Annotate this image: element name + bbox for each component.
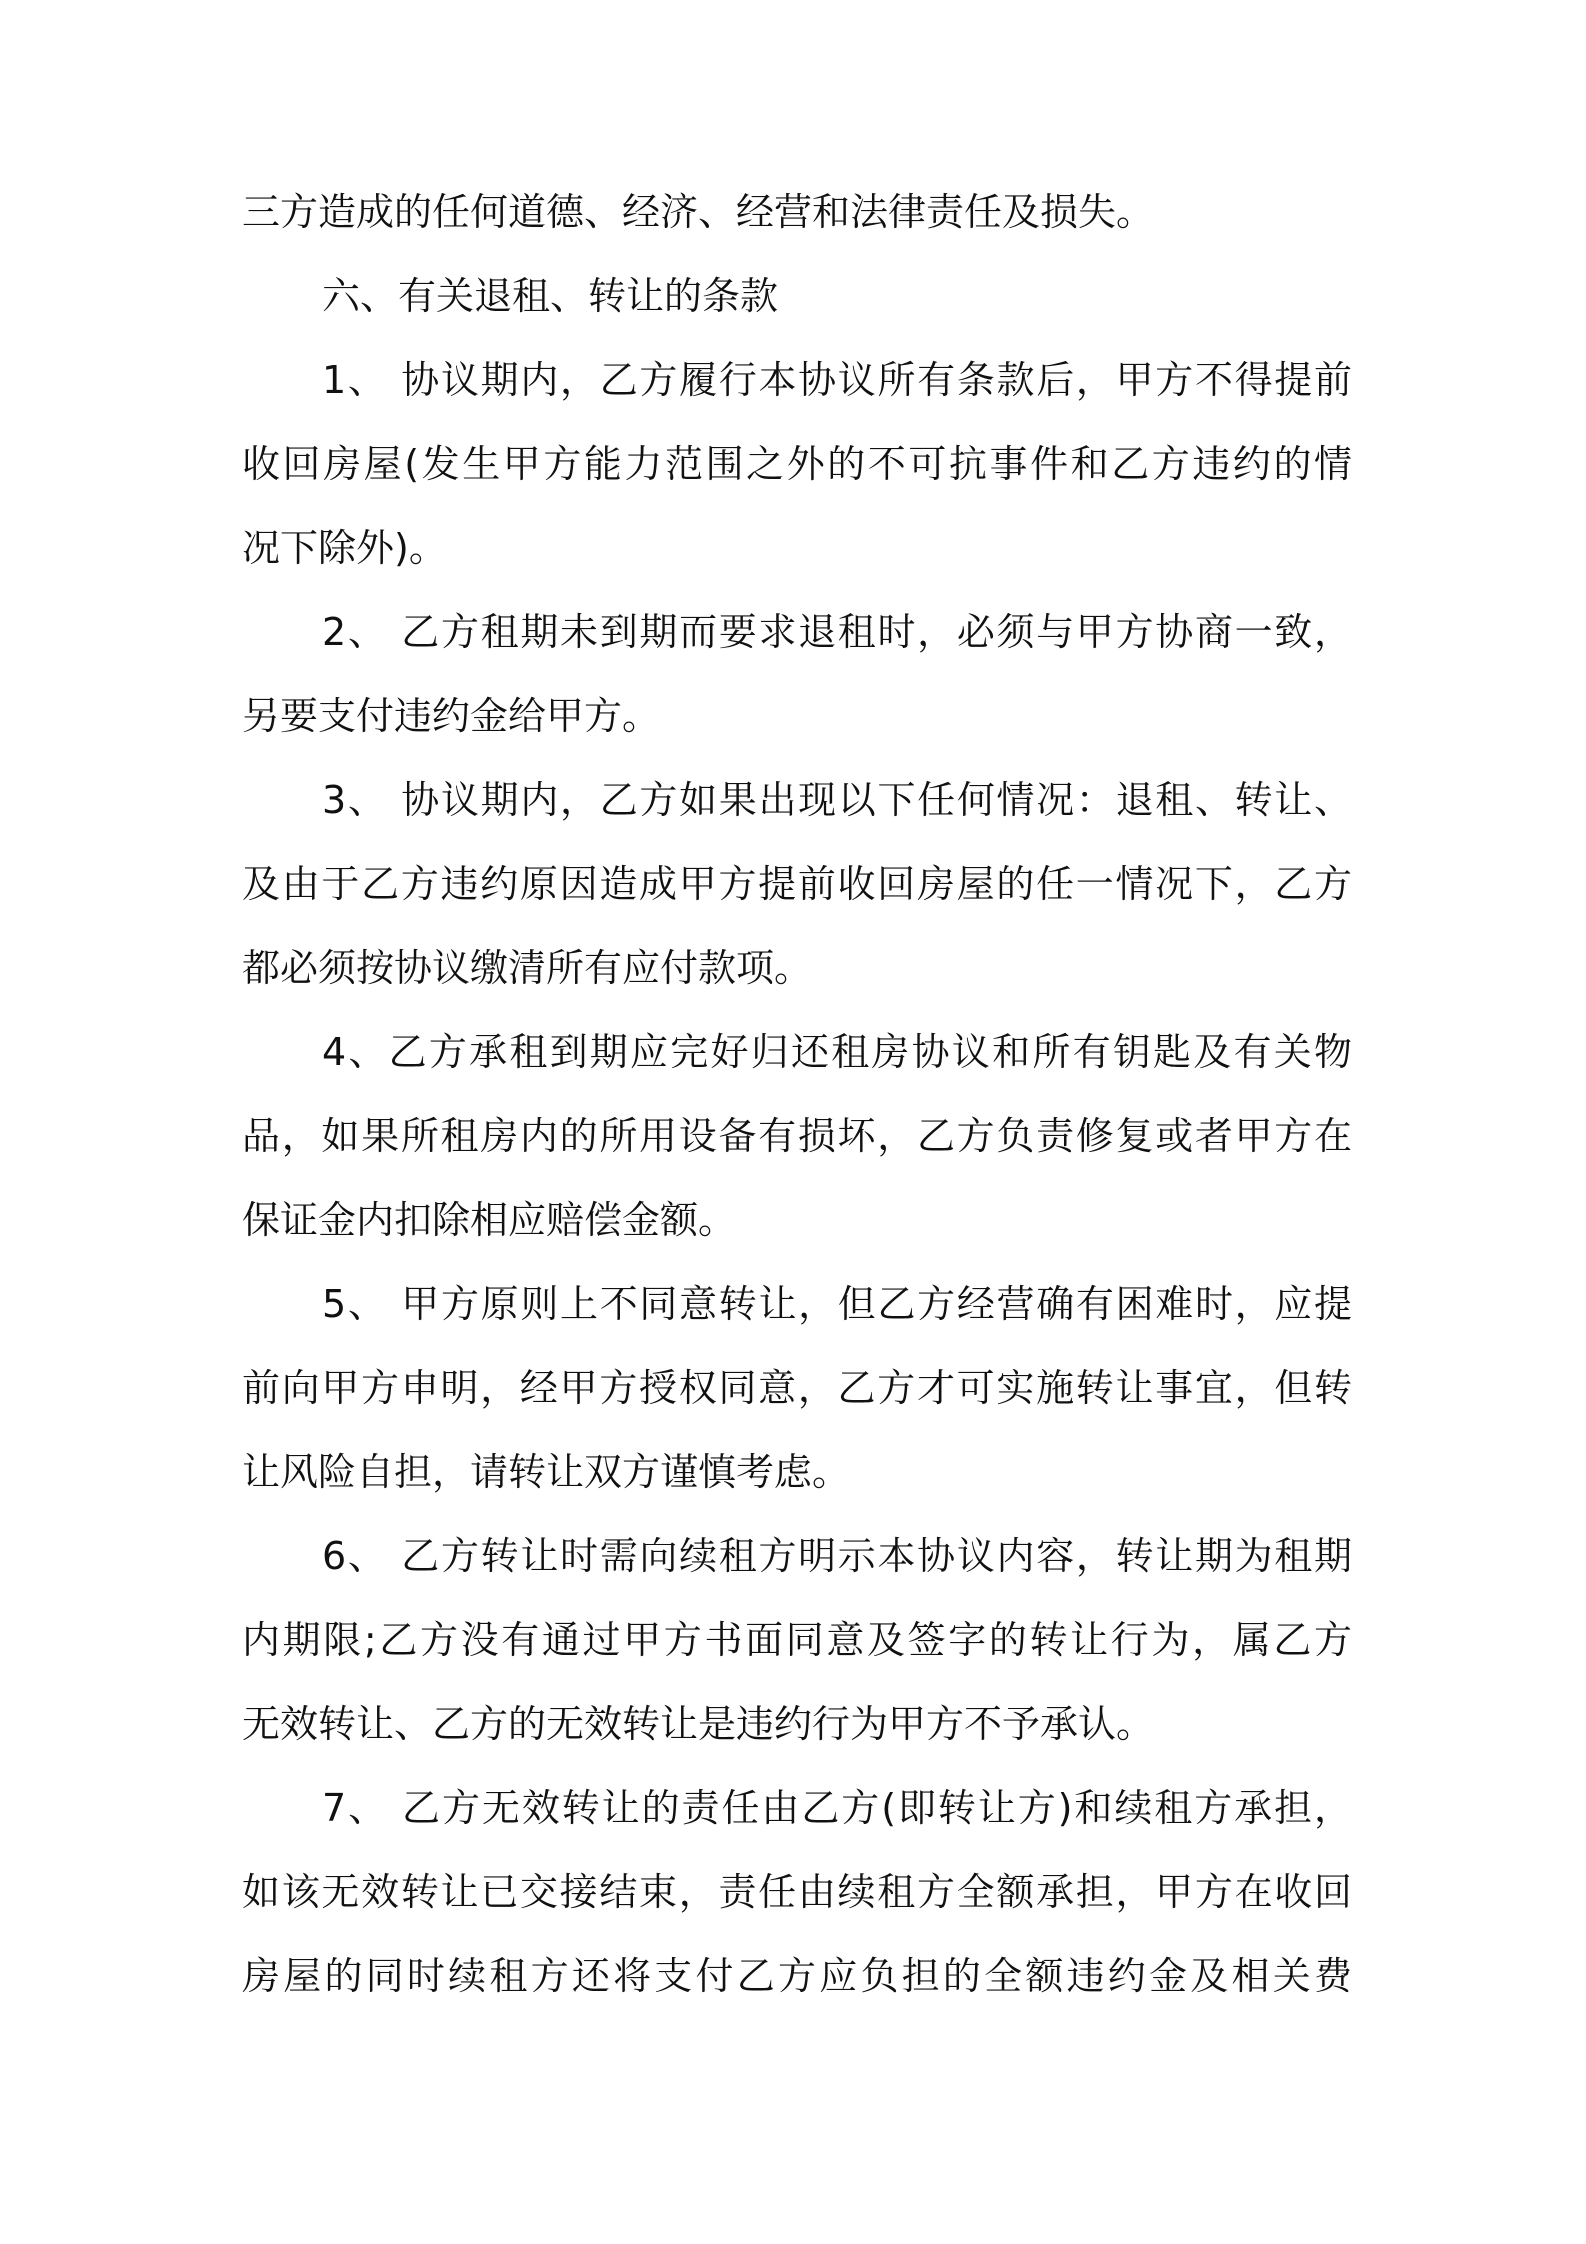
clause-7-line: 如该无效转让已交接结束，责任由续租方全额承担，甲方在收回 [242, 1870, 1352, 1914]
section-heading: 六、有关退租、转让的条款 [322, 274, 779, 318]
clause-1-line: 收回房屋(发生甲方能力范围之外的不可抗事件和乙方违约的情 [242, 442, 1352, 486]
clause-3-line: 及由于乙方违约原因造成甲方提前收回房屋的任一情况下，乙方 [242, 862, 1352, 906]
text-line: 三方造成的任何道德、经济、经营和法律责任及损失。 [242, 190, 1155, 234]
clause-7-line: 房屋的同时续租方还将支付乙方应负担的全额违约金及相关费 [242, 1954, 1352, 1998]
clause-6-line: 6、 乙方转让时需向续租方明示本协议内容，转让期为租期 [322, 1534, 1352, 1578]
clause-4-line: 4、乙方承租到期应完好归还租房协议和所有钥匙及有关物 [322, 1030, 1352, 1074]
clause-4-line: 保证金内扣除相应赔偿金额。 [242, 1198, 737, 1242]
clause-2-line: 另要支付违约金给甲方。 [242, 694, 661, 738]
clause-6-line: 无效转让、乙方的无效转让是违约行为甲方不予承认。 [242, 1702, 1155, 1746]
clause-7-line: 7、 乙方无效转让的责任由乙方(即转让方)和续租方承担， [322, 1786, 1352, 1830]
clause-6-line: 内期限;乙方没有通过甲方书面同意及签字的转让行为，属乙方 [242, 1618, 1352, 1662]
clause-2-line: 2、 乙方租期未到期而要求退租时，必须与甲方协商一致， [322, 610, 1352, 654]
clause-5-line: 5、 甲方原则上不同意转让，但乙方经营确有困难时，应提 [322, 1282, 1352, 1326]
clause-3-line: 都必须按协议缴清所有应付款项。 [242, 946, 813, 990]
clause-4-line: 品，如果所租房内的所用设备有损坏，乙方负责修复或者甲方在 [242, 1114, 1352, 1158]
clause-5-line: 让风险自担，请转让双方谨慎考虑。 [242, 1450, 851, 1494]
clause-5-line: 前向甲方申明，经甲方授权同意，乙方才可实施转让事宜，但转 [242, 1366, 1352, 1410]
clause-3-line: 3、 协议期内，乙方如果出现以下任何情况：退租、转让、 [322, 778, 1352, 822]
clause-1-line: 1、 协议期内，乙方履行本协议所有条款后，甲方不得提前 [322, 358, 1352, 402]
clause-1-line: 况下除外)。 [242, 526, 447, 570]
document-body [242, 191, 1352, 2039]
